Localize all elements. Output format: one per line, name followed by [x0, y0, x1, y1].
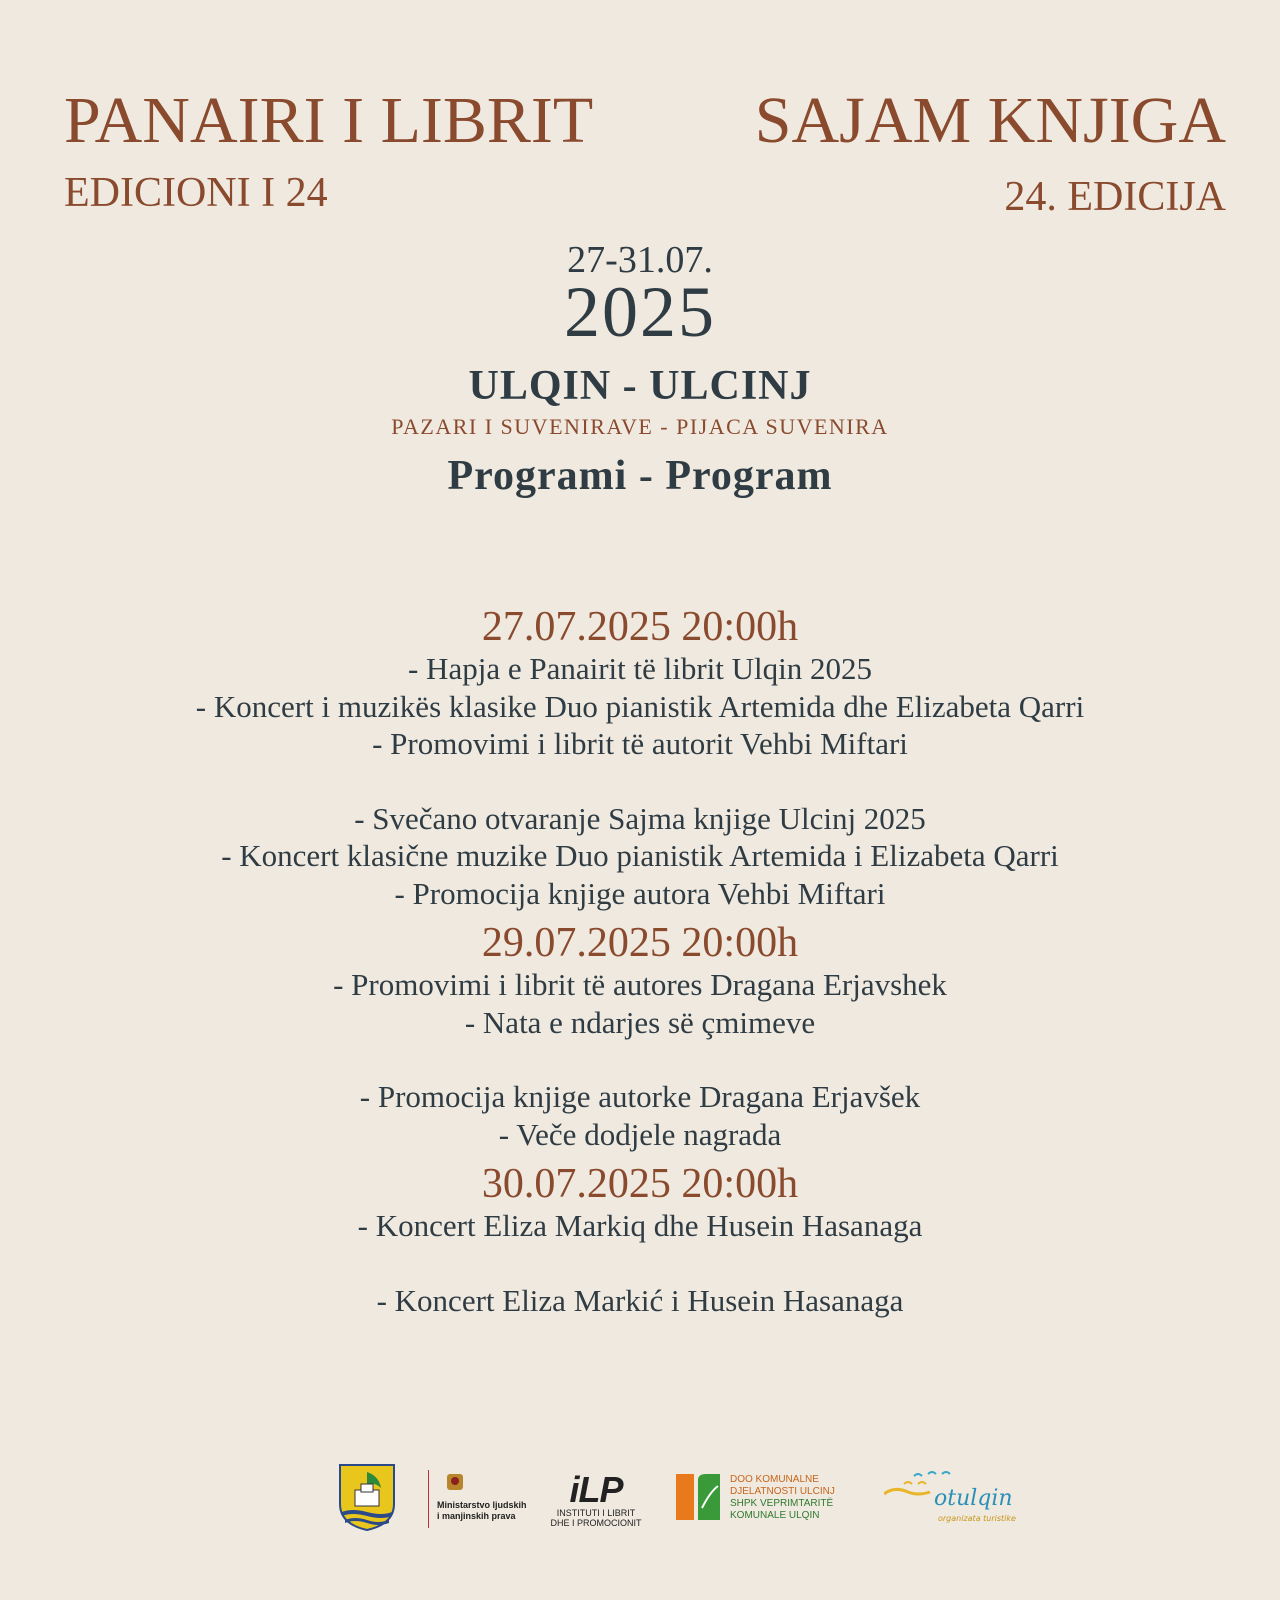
left-subtitle: EDICIONI I 24: [64, 170, 328, 216]
komunalne-line2: DJELATNOSTI ULCINJ: [730, 1486, 835, 1497]
program-item: - Promovimi i librit të autores Dragana Erjavshek: [333, 967, 947, 1002]
program-item: - Promocija knjige autorke Dragana Erjavšek: [359, 1079, 921, 1114]
right-subtitle: 24. EDICIJA: [1004, 174, 1226, 220]
day-heading: 27.07.2025 20:00h: [481, 604, 799, 650]
day-heading: 29.07.2025 20:00h: [481, 920, 799, 966]
event-city: ULQIN - ULCINJ: [468, 363, 812, 409]
ministry-name-line2: i manjinskih prava: [437, 1511, 516, 1521]
schedule-day-1: [0, 604, 1280, 912]
ministry-name-line1: Ministarstvo ljudskih: [437, 1500, 527, 1510]
event-venue: PAZARI I SUVENIRAVE - PIJACA SUVENIRA: [391, 414, 889, 439]
komunalne-line4: KOMUNALE ULQIN: [730, 1510, 820, 1521]
komunalne-line1: DOO KOMUNALNE: [730, 1474, 819, 1485]
ministry-emblem-icon: [443, 1470, 467, 1494]
ilp-name-line2: DHE I PROMOCIONIT: [550, 1518, 642, 1528]
ilp-mark: iLP: [569, 1469, 623, 1510]
program-item: - Nata e ndarjes së çmimeve: [464, 1004, 816, 1040]
program-item: - Promocija knjige autora Vehbi Miftari: [394, 875, 886, 911]
tourism-logo: [884, 1468, 1034, 1528]
program-item: - Veče dodjele nagrada: [498, 1116, 782, 1152]
tourism-tagline: organizata turistike: [938, 1514, 1016, 1523]
program-item: - Hapja e Panairit të librit Ulqin 2025: [407, 651, 873, 686]
ulcinj-coat-of-arms-icon: [337, 1462, 397, 1537]
program-item: - Koncert Eliza Markiq dhe Husein Hasanaga: [357, 1208, 923, 1243]
program-item: - Koncert Eliza Markić i Husein Hasanaga: [376, 1282, 904, 1318]
komunalne-line3: SHPK VEPRIMTARITË: [730, 1498, 834, 1509]
program-item: - Koncert i muzikës klasike Duo pianistik Artemida dhe Elizabeta Qarri: [195, 688, 1085, 724]
schedule: [0, 604, 1280, 1319]
program-item: - Promovimi i librit të autorit Vehbi Miftari: [372, 726, 908, 761]
sponsor-logos: [0, 1462, 1280, 1552]
ilp-logo: [550, 1469, 642, 1528]
schedule-day-2: [0, 920, 1280, 1153]
program-item: - Koncert klasične muzike Duo pianistik Artemida i Elizabeta Qarri: [221, 838, 1059, 873]
tourism-mark: otulqin: [934, 1486, 1013, 1511]
program-item: - Svečano otvaranje Sajma knjige Ulcinj 2025: [354, 800, 926, 836]
event-year: 2025: [564, 272, 716, 352]
event-dates: 27-31.07.: [567, 239, 713, 281]
komunalne-leaf-icon: [676, 1474, 720, 1520]
day-heading: 30.07.2025 20:00h: [481, 1161, 799, 1207]
program-label: Programi - Program: [447, 453, 833, 499]
right-title: SAJAM KNJIGA: [754, 84, 1226, 157]
left-title: PANAIRI I LIBRIT: [64, 84, 594, 157]
ministry-logo: [428, 1470, 527, 1528]
ilp-name-line1: INSTITUTI I LIBRIT: [556, 1508, 636, 1518]
schedule-day-3: [0, 1161, 1280, 1319]
